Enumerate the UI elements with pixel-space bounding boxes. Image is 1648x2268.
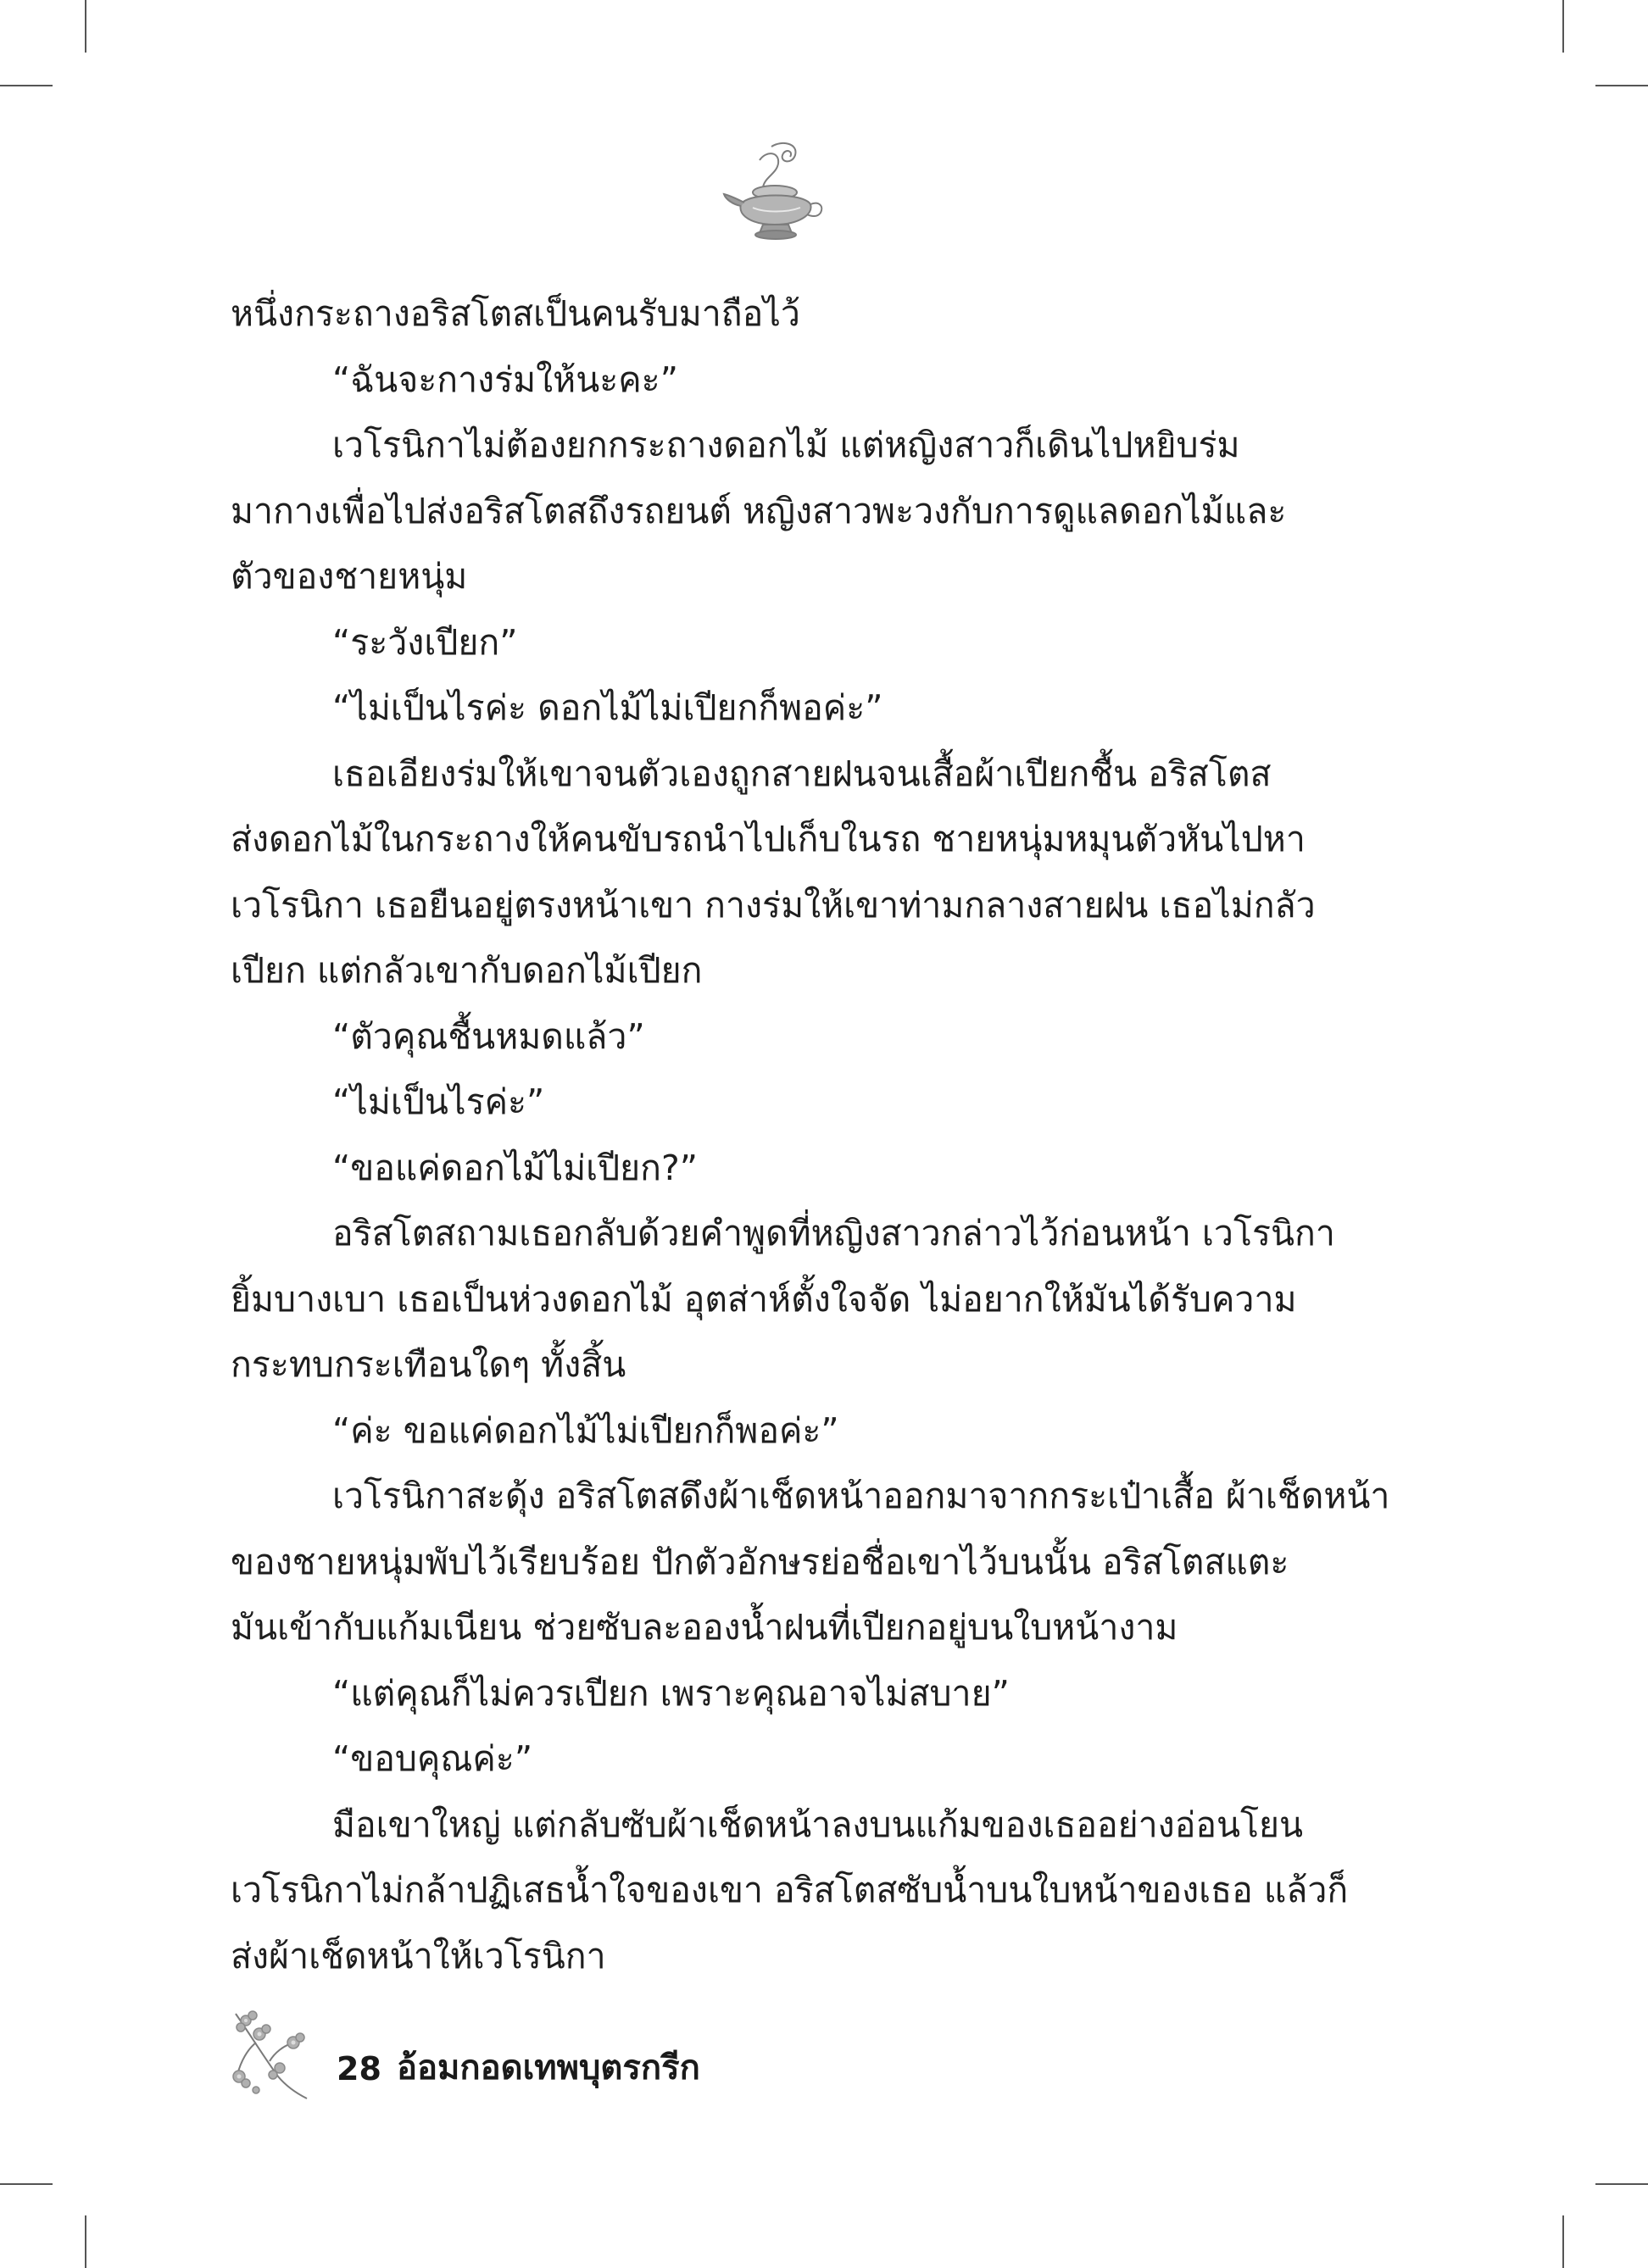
text-line: มันเข้ากับแก้มเนียน ช่วยซับละอองน้ำฝนที่เปียกอยู่บนใบหน้างาม: [231, 1607, 1178, 1648]
text-line: เวโรนิกาสะดุ้ง อริสโตสดึงผ้าเช็ดหน้าออกมาจากกระเป๋าเสื้อ ผ้าเช็ดหน้า: [332, 1476, 1390, 1516]
text-line: ของชายหนุ่มพับไว้เรียบร้อย ปักตัวอักษรย่อชื่อเขาไว้บนนั้น อริสโตสแตะ: [231, 1541, 1289, 1582]
text-line: เวโรนิกาไม่ต้องยกกระถางดอกไม้ แต่หญิงสาวก็เดินไปหยิบร่ม: [332, 425, 1240, 465]
text-line: กระทบกระเทือนใดๆ ทั้งสิ้น: [231, 1344, 626, 1385]
text-line: “ค่ะ ขอแค่ดอกไม้ไม่เปียกก็พอค่ะ”: [332, 1409, 839, 1451]
text-line: ส่งดอกไม้ในกระถางให้คนขับรถนำไปเก็บในรถ ชายหนุ่มหมุนตัวหันไปหา: [231, 819, 1306, 859]
crop-mark-top-left-h: [0, 85, 53, 86]
text-line: หนึ่งกระถางอริสโตสเป็นคนรับมาถือไว้: [231, 293, 800, 334]
page-number: 28: [337, 2050, 381, 2087]
page-footer: [231, 1998, 994, 2117]
text-line: “ไม่เป็นไรค่ะ ดอกไม้ไม่เปียกก็พอค่ะ”: [332, 687, 883, 728]
body-text: [231, 281, 1390, 1989]
crop-mark-bottom-left-v: [85, 2215, 86, 2268]
text-line: “ขอบคุณค่ะ”: [332, 1738, 533, 1779]
crop-mark-top-left-v: [85, 0, 86, 53]
crop-mark-bottom-left-h: [0, 2183, 53, 2185]
text-line: ตัวของชายหนุ่ม: [231, 556, 468, 597]
book-title: อ้อมกอดเทพบุตรกรีก: [397, 2048, 700, 2087]
text-line: “ฉันจะกางร่มให้นะคะ”: [332, 359, 678, 400]
text-line: เปียก แต่กลัวเขากับดอกไม้เปียก: [231, 950, 703, 991]
text-line: เวโรนิกา เธอยืนอยู่ตรงหน้าเขา กางร่มให้เขาท่ามกลางสายฝน เธอไม่กลัว: [231, 884, 1316, 926]
text-line: ส่งผ้าเช็ดหน้าให้เวโรนิกา: [231, 1935, 606, 1976]
text-line: ยิ้มบางเบา เธอเป็นห่วงดอกไม้ อุตส่าห์ตั้งใจจัด ไม่อยากให้มันได้รับความ: [231, 1278, 1297, 1320]
crop-mark-bottom-right-v: [1562, 2215, 1564, 2268]
flower-branch-icon: [231, 2005, 309, 2100]
text-line: “ขอแค่ดอกไม้ไม่เปียก?”: [332, 1147, 699, 1188]
text-line: “ไม่เป็นไรค่ะ”: [332, 1081, 545, 1122]
text-line: “แต่คุณก็ไม่ควรเปียก เพราะคุณอาจไม่สบาย”: [332, 1672, 1010, 1714]
crop-mark-top-right-v: [1562, 0, 1564, 53]
crop-mark-top-right-h: [1595, 85, 1648, 86]
text-line: อริสโตสถามเธอกลับด้วยคำพูดที่หญิงสาวกล่าวไว้ก่อนหน้า เวโรนิกา: [332, 1213, 1335, 1254]
genie-lamp-icon: [722, 140, 826, 242]
crop-mark-bottom-right-h: [1595, 2183, 1648, 2185]
text-line: “ระวังเปียก”: [332, 621, 518, 663]
text-line: “ตัวคุณชื้นหมดแล้ว”: [332, 1015, 645, 1057]
text-line: เธอเอียงร่มให้เขาจนตัวเองถูกสายฝนจนเสื้อผ้าเปียกชื้น อริสโตส: [332, 753, 1272, 794]
text-line: เวโรนิกาไม่กล้าปฏิเสธน้ำใจของเขา อริสโตสซับน้ำบนใบหน้าของเธอ แล้วก็: [231, 1870, 1349, 1910]
text-line: มากางเพื่อไปส่งอริสโตสถึงรถยนต์ หญิงสาวพะวงกับการดูแลดอกไม้และ: [231, 490, 1287, 531]
text-line: มือเขาใหญ่ แต่กลับซับผ้าเช็ดหน้าลงบนแก้มของเธออย่างอ่อนโยน: [332, 1804, 1304, 1845]
